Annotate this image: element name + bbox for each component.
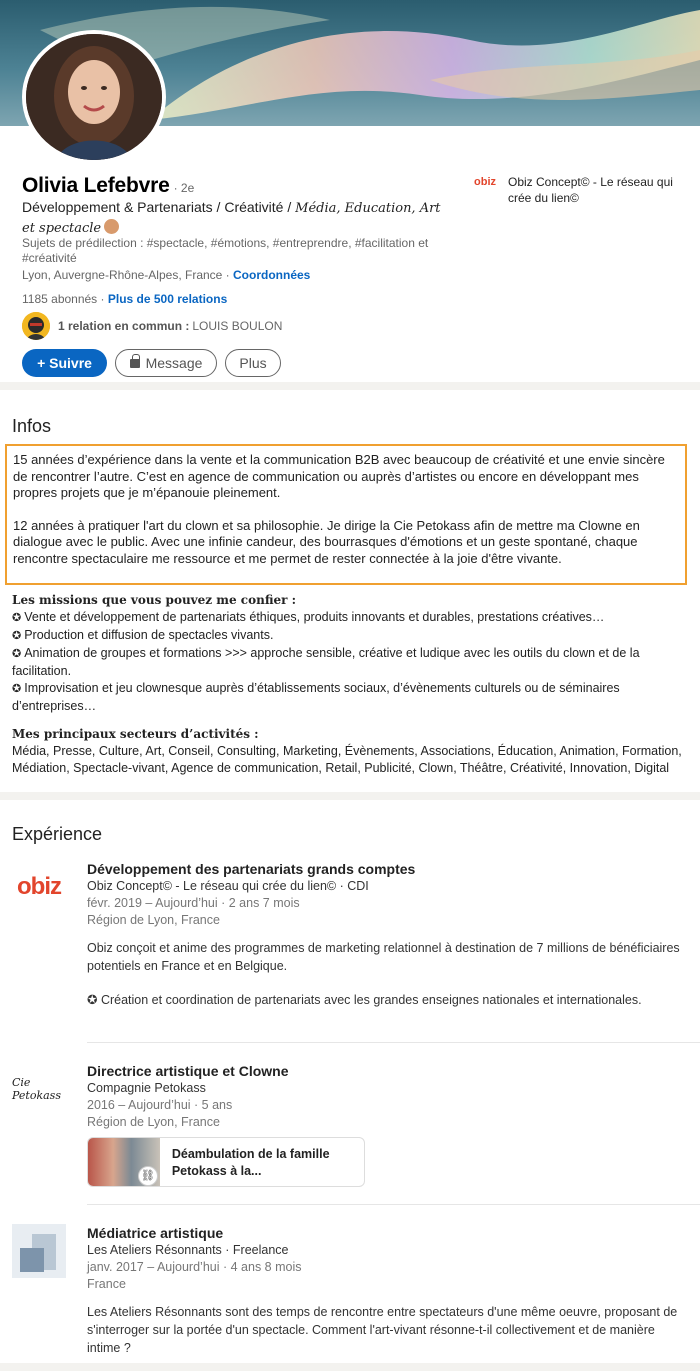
obiz-company-logo[interactable] <box>12 860 66 914</box>
mission-item: ✪ Improvisation et jeu clownesque auprès d’établissements sociaux, d’évènements culturels ou de séminaires d’entreprises… <box>12 681 620 713</box>
contact-info-link[interactable]: Coordonnées <box>233 268 311 282</box>
divider <box>87 1042 700 1043</box>
profile-photo[interactable] <box>22 30 166 164</box>
experience-description: ✪ Création et coordination de partenariats avec les grandes enseignes nationales et internationales. <box>87 993 642 1007</box>
petokass-logo-text: Cie Petokass <box>12 1076 61 1102</box>
star-bullet-icon: ✪ <box>12 630 22 642</box>
sectors-title: Mes principaux secteurs d’activités : <box>12 727 259 741</box>
mission-item: ✪ Animation de groupes et formations >>> approche sensible, créative et ludique avec les outils du clown et de la facilitation. <box>12 646 640 678</box>
profile-name: Olivia Lefebvre <box>22 174 170 197</box>
media-title: Déambulation de la famille Petokass à la... <box>171 1147 330 1178</box>
headline-text: Développement & Partenariats / Créativité / <box>22 199 296 215</box>
about-highlight-box <box>5 444 687 585</box>
petokass-company-logo[interactable] <box>12 1062 66 1116</box>
mutual-count: 1 relation en commun : <box>58 319 190 333</box>
profile-actions <box>22 349 281 377</box>
about-section <box>0 390 700 792</box>
star-bullet-icon: ✪ <box>12 683 22 695</box>
profile-location <box>22 268 310 282</box>
experience-dates: janv. 2017 – Aujourd’hui · 4 ans 8 mois <box>87 1260 302 1274</box>
link-icon: ⛓ <box>138 1166 158 1186</box>
ateliers-logo-image <box>12 1224 66 1278</box>
experience-dates: févr. 2019 – Aujourd’hui · 2 ans 7 mois <box>87 896 300 910</box>
experience-section <box>0 800 700 1363</box>
star-bullet-icon: ✪ <box>12 612 22 624</box>
mutual-avatar-image <box>22 312 50 340</box>
mission-item: ✪ Production et diffusion de spectacles vivants. <box>12 628 274 642</box>
experience-location: Région de Lyon, France <box>87 913 220 927</box>
experience-body <box>87 860 687 1009</box>
experience-location: Région de Lyon, France <box>87 1115 220 1129</box>
experience-company: Les Ateliers Résonnants · Freelance <box>87 1243 289 1257</box>
experience-company: Obiz Concept© - Le réseau qui crée du lien© · CDI <box>87 879 369 893</box>
connection-degree: · 2e <box>173 181 195 195</box>
divider <box>87 1204 700 1205</box>
location-text: Lyon, Auvergne-Rhône-Alpes, France · <box>22 268 230 282</box>
more-button[interactable]: Plus <box>225 349 281 377</box>
experience-role[interactable]: Développement des partenariats grands comptes <box>87 861 416 877</box>
mutual-connections[interactable] <box>22 312 282 340</box>
current-company-name: Obiz Concept© - Le réseau qui crée du lien© <box>508 175 673 205</box>
profile-photo-image <box>26 34 162 160</box>
follow-button[interactable]: + Suivre <box>22 349 107 377</box>
headline-script-text: Média, Education, Art et spectacle <box>22 201 441 236</box>
profile-topics: Sujets de prédilection : #spectacle, #émotions, #entreprendre, #facilitation et #créativité <box>22 236 429 265</box>
followers-count: 1185 abonnés · <box>22 292 105 306</box>
missions-title: Les missions que vous pouvez me confier : <box>12 593 297 607</box>
about-paragraph-2: 12 années à pratiquer l'art du clown et sa philosophie. Je dirige la Cie Petokass afin de mettre ma Clowne en dialogue avec le public. Avec une infinie candeur, des bourrasques d'émotions et un geste spontané, chaque rencontre spectaculaire me ressource et me permet de rester connectée à la joie d'être vivante. <box>13 517 640 566</box>
star-bullet-icon: ✪ <box>12 648 22 660</box>
about-title: Infos <box>12 416 52 436</box>
experience-role[interactable]: Médiatrice artistique <box>87 1225 224 1241</box>
about-paragraph-1: 15 années d’expérience dans la vente et la communication B2B avec beaucoup de créativité et une envie sincère de rencontrer l’autre. C’est en agence de communication ou auprès d’artistes ou encore en développant mes propres projets que je m’épanouie pleinement. <box>13 452 665 500</box>
experience-role[interactable]: Directrice artistique et Clowne <box>87 1063 289 1079</box>
media-thumbnail <box>88 1138 160 1187</box>
experience-description: Les Ateliers Résonnants sont des temps de rencontre entre spectateurs d'une même oeuvre, proposant de s'interroger sur la portée d'un spectacle. Comment l'art-vivant résonne-t-il collectivement et de manière intime ? <box>87 1305 678 1355</box>
experience-location: France <box>87 1277 126 1291</box>
obiz-logo-text: obiz <box>17 873 61 900</box>
message-button[interactable] <box>115 349 217 377</box>
experience-description: Obiz conçoit et anime des programmes de marketing relationnel à destination de 7 millions de bénéficiaires potentiels en France et en Belgique. <box>87 941 680 973</box>
name-row <box>22 174 194 198</box>
clapping-hands-icon <box>104 219 119 234</box>
mutual-name: LOUIS BOULON <box>192 319 283 333</box>
missions-block <box>12 592 692 715</box>
experience-body <box>87 1062 687 1187</box>
profile-headline <box>22 198 452 238</box>
experience-company: Compagnie Petokass <box>87 1081 206 1095</box>
experience-body <box>87 1224 687 1357</box>
lock-icon <box>130 359 140 368</box>
sectors-block <box>12 726 694 777</box>
obiz-logo: obiz <box>474 176 496 188</box>
profile-card <box>0 0 700 382</box>
experience-title: Expérience <box>12 824 103 844</box>
ateliers-company-logo[interactable] <box>12 1224 66 1278</box>
connections-link[interactable]: Plus de 500 relations <box>107 292 228 306</box>
experience-dates: 2016 – Aujourd’hui · 5 ans <box>87 1098 233 1112</box>
current-company[interactable] <box>474 174 678 206</box>
message-button-label: Message <box>145 355 203 371</box>
mission-item: ✪ Vente et développement de partenariats éthiques, produits innovants et durables, prestations créatives… <box>12 610 605 624</box>
mutual-connection-avatar <box>22 312 50 340</box>
sectors-list: Média, Presse, Culture, Art, Conseil, Consulting, Marketing, Évènements, Associations, Éducation, Animation, Formation, Médiation, Spectacle-vivant, Agence de communication, Retail, Publicité, Clown, Théâtre, Créativité, Innovation, Digital <box>12 744 682 775</box>
profile-network <box>22 292 227 306</box>
media-attachment[interactable] <box>87 1137 365 1187</box>
